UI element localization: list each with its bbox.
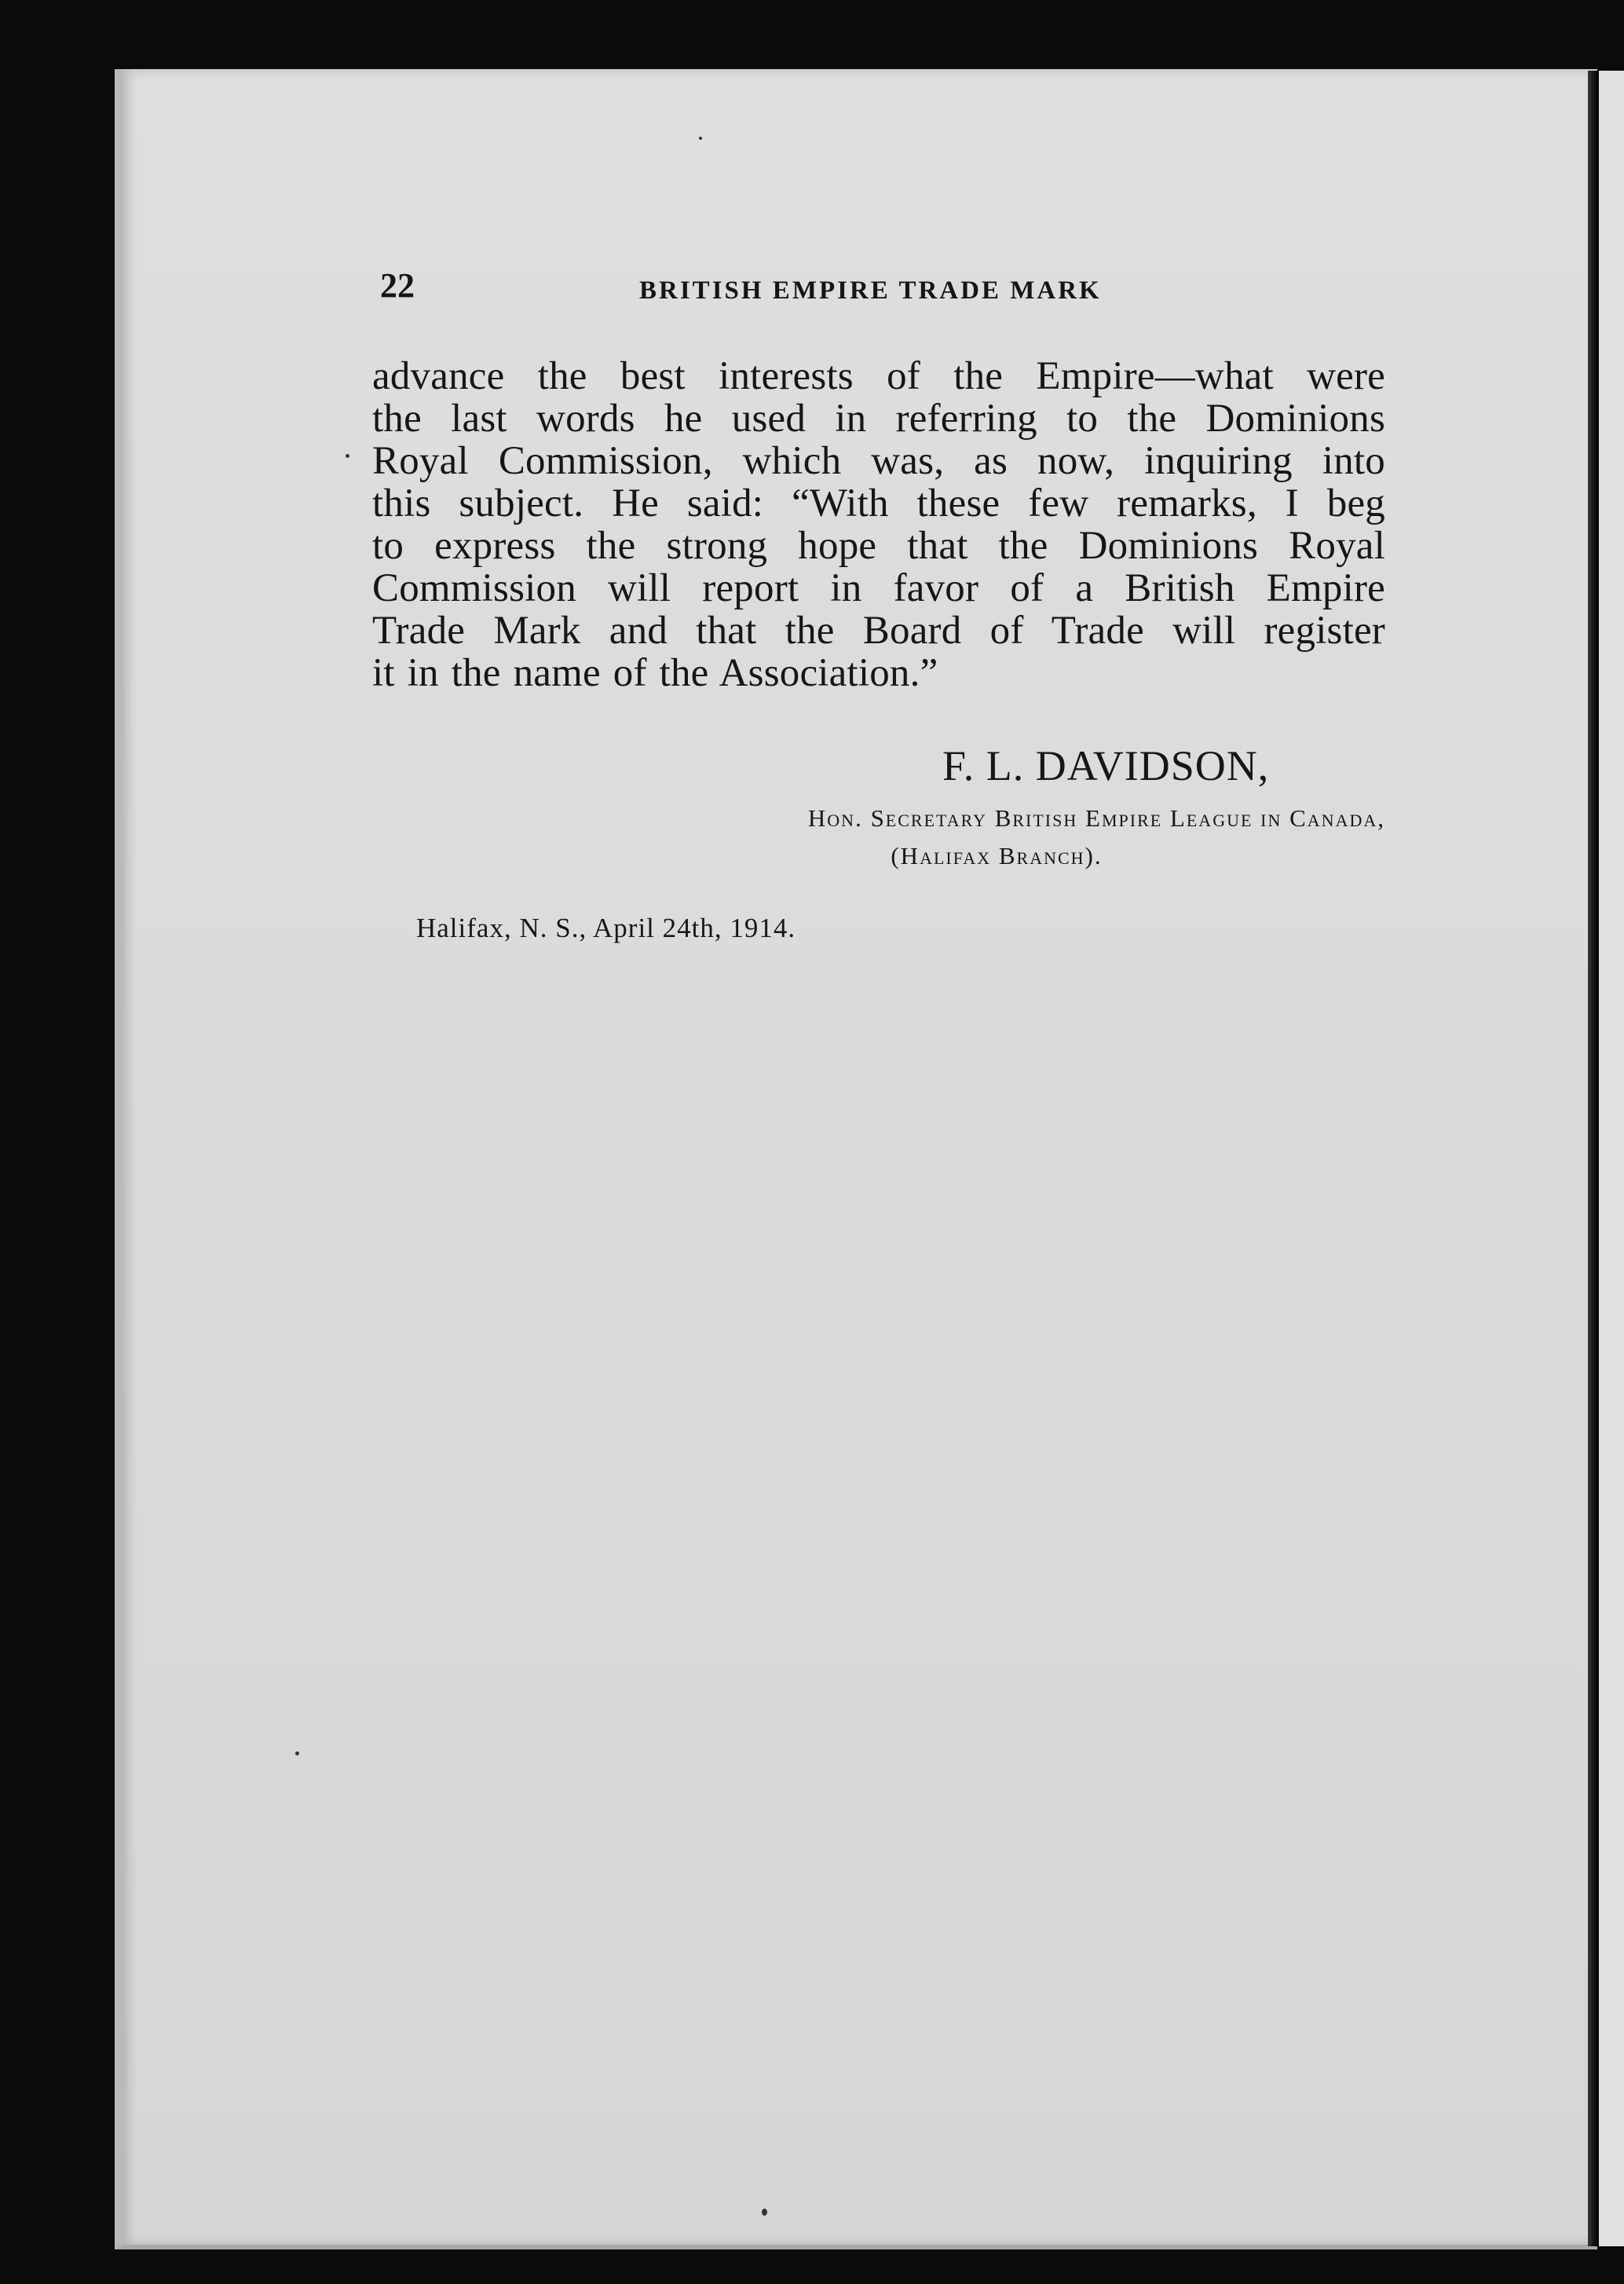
body-line: to express the strong hope that the Dominions Royal xyxy=(372,524,1385,568)
next-page-edge xyxy=(1599,71,1624,2246)
scan-speck xyxy=(762,2209,767,2216)
scan-speck xyxy=(346,454,349,458)
scan-speck xyxy=(295,1751,299,1755)
body-line: Commission will report in favor of a British Empire xyxy=(372,566,1385,610)
dateline: Halifax, N. S., April 24th, 1914. xyxy=(416,913,796,943)
page-number: 22 xyxy=(380,266,415,305)
body-line: Royal Commission, which was, as now, inquiring into xyxy=(372,439,1385,483)
signature-title: Hon. Secretary British Empire League in Canada, xyxy=(807,804,1385,832)
body-line: it in the name of the Association.” xyxy=(372,651,938,695)
body-line: the last words he used in referring to the Dominions xyxy=(372,397,1385,441)
body-paragraph xyxy=(372,355,1385,694)
body-line: this subject. He said: “With these few remarks, I beg xyxy=(372,481,1385,525)
signature-branch: (Halifax Branch). xyxy=(891,842,1103,869)
signature-name: F. L. DAVIDSON, xyxy=(942,742,1270,789)
scan-speck xyxy=(699,137,702,140)
page-binding-shadow xyxy=(1588,71,1599,2246)
body-line: advance the best interests of the Empire—what were xyxy=(372,354,1385,398)
body-line: Trade Mark and that the Board of Trade will register xyxy=(372,609,1385,653)
running-title: BRITISH EMPIRE TRADE MARK xyxy=(639,276,1102,305)
page-header xyxy=(380,265,1385,313)
